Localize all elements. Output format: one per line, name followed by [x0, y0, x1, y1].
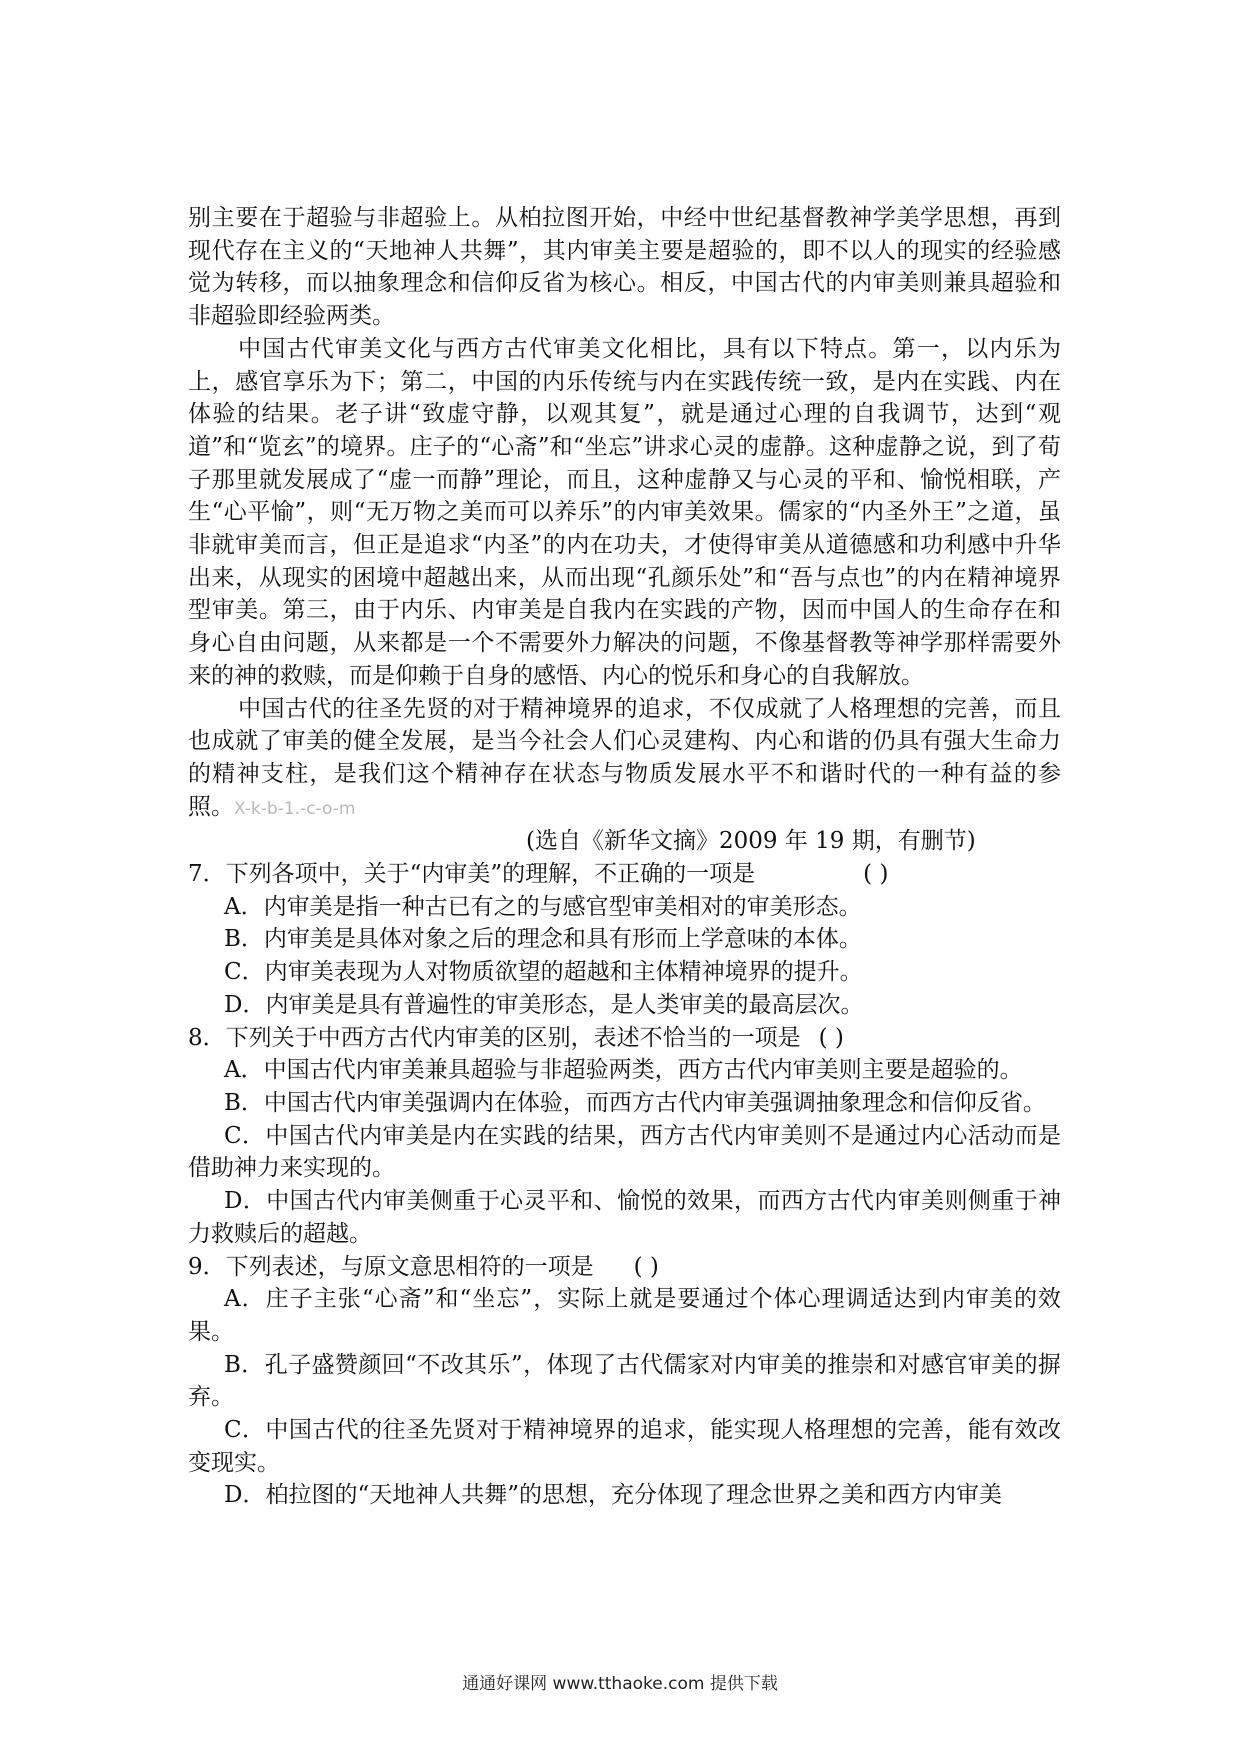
question-9-option-a: A．庄子主张“心斋”和“坐忘”，实际上就是要通过个体心理调适达到内审美的效果。 [188, 1286, 1061, 1345]
question-8-answer-blank: ( ) [818, 1024, 844, 1051]
question-7-option-c: C．内审美表现为人对物质欲望的超越和主体精神境界的提升。 [224, 959, 863, 986]
passage-paragraph-2: 中国古代审美文化与西方古代审美文化相比，具有以下特点。第一，以内乐为上，感官享乐为下；第二，中国的内乐传统与内在实践传统一致，是内在实践、内在体验的结果。老子讲“致虚守静，以观其复”，就是通过心理的自我调节，达到“观道”和“览玄”的境界。庄子的“心斋”和“坐忘”讲求心灵的虚静。这种虚静之说，到了荀子那里就发展成了“虚一而静”理论，而且，这种虚静又与心灵的平和、愉悦相联，产生“心平愉”，则“无万物之美而可以养乐”的内审美效果。儒家的“内圣外王”之道，虽非就审美而言，但正是追求“内圣”的内在功夫，才使得审美从道德感和功利感中升华出来，从现实的困境中超越出来，从而出现“孔颜乐处”和“吾与点也”的内在精神境界型审美。第三，由于内乐、内审美是自我内在实践的产物，因而中国人的生命存在和身心自由问题，从来都是一个不需要外力解决的问题，不像基督教等神学那样需要外来的神的救赎，而是仰赖于自身的感悟、内心的悦乐和身心的自我解放。 [188, 335, 1061, 689]
question-9-text: 9．下列表述，与原文意思相符的一项是 [188, 1253, 594, 1280]
question-9-option-c: C．中国古代的往圣先贤对于精神境界的追求，能实现人格理想的完善，能有效改变现实。 [188, 1417, 1061, 1476]
question-9-answer-blank: ( ) [633, 1253, 659, 1280]
passage-paragraph-3-text: 中国古代的往圣先贤的对于精神境界的追求，不仅成就了人格理想的完善，而且也成就了审美的健全发展，是当今社会人们心灵建构、内心和谐的仍具有强大生命力的精神支柱，是我们这个精神存在状态与物质发展水平不和谐时代的一种有益的参照。 [188, 695, 1061, 820]
question-7-answer-blank: ( ) [863, 861, 889, 888]
question-8-option-a: A．中国古代内审美兼具超验与非超验两类，西方古代内审美则主要是超验的。 [224, 1057, 1023, 1084]
page-footer: 通通好课网 www.tthaoke.com 提供下载 [462, 1674, 778, 1694]
document-body [188, 202, 1061, 1512]
question-8-option-b: B．中国古代内审美强调内在体验，而西方古代内审美强调抽象理念和信仰反省。 [224, 1089, 1046, 1116]
question-8-option-d: D．中国古代内审美侧重于心灵平和、愉悦的效果，而西方古代内审美则侧重于神力救赎后的超越。 [188, 1188, 1061, 1247]
passage-paragraph-3 [188, 693, 1061, 826]
question-7-option-a: A．内审美是指一种古已有之的与感官型审美相对的审美形态。 [224, 893, 862, 920]
question-8-option-c: C．中国古代内审美是内在实践的结果，西方古代内审美则不是通过内心活动而是借助神力来实现的。 [188, 1122, 1061, 1182]
watermark-text: X-k-b-1.-c-o-m [234, 798, 356, 819]
source-citation: (选自《新华文摘》2009 年 19 期，有删节) [526, 828, 976, 855]
question-9-option-b: B．孔子盛赞颜回“不改其乐”，体现了古代儒家对内审美的推崇和对感官审美的摒弃。 [188, 1351, 1061, 1411]
question-8-text: 8．下列关于中西方古代内审美的区别，表述不恰当的一项是 [188, 1024, 801, 1051]
question-9-stem [188, 1251, 1061, 1284]
question-7-option-b: B．内审美是具体对象之后的理念和具有形而上学意味的本体。 [224, 926, 862, 953]
question-7-option-d: D．内审美是具有普遍性的审美形态，是人类审美的最高层次。 [224, 991, 864, 1018]
question-7-stem [188, 858, 1061, 891]
question-9-option-d: D．柏拉图的“天地神人共舞”的思想，充分体现了理念世界之美和西方内审美 [224, 1482, 1002, 1509]
question-8-stem [188, 1022, 1061, 1055]
question-7-text: 7．下列各项中，关于“内审美”的理解，不正确的一项是 [188, 861, 756, 888]
passage-paragraph-1: 别主要在于超验与非超验上。从柏拉图开始，中经中世纪基督教神学美学思想，再到现代存在主义的“天地神人共舞”，其内审美主要是超验的，即不以人的现实的经验感觉为转移，而以抽象理念和信仰反省为核心。相反，中国古代的内审美则兼具超验和非超验即经验两类。 [188, 205, 1061, 330]
